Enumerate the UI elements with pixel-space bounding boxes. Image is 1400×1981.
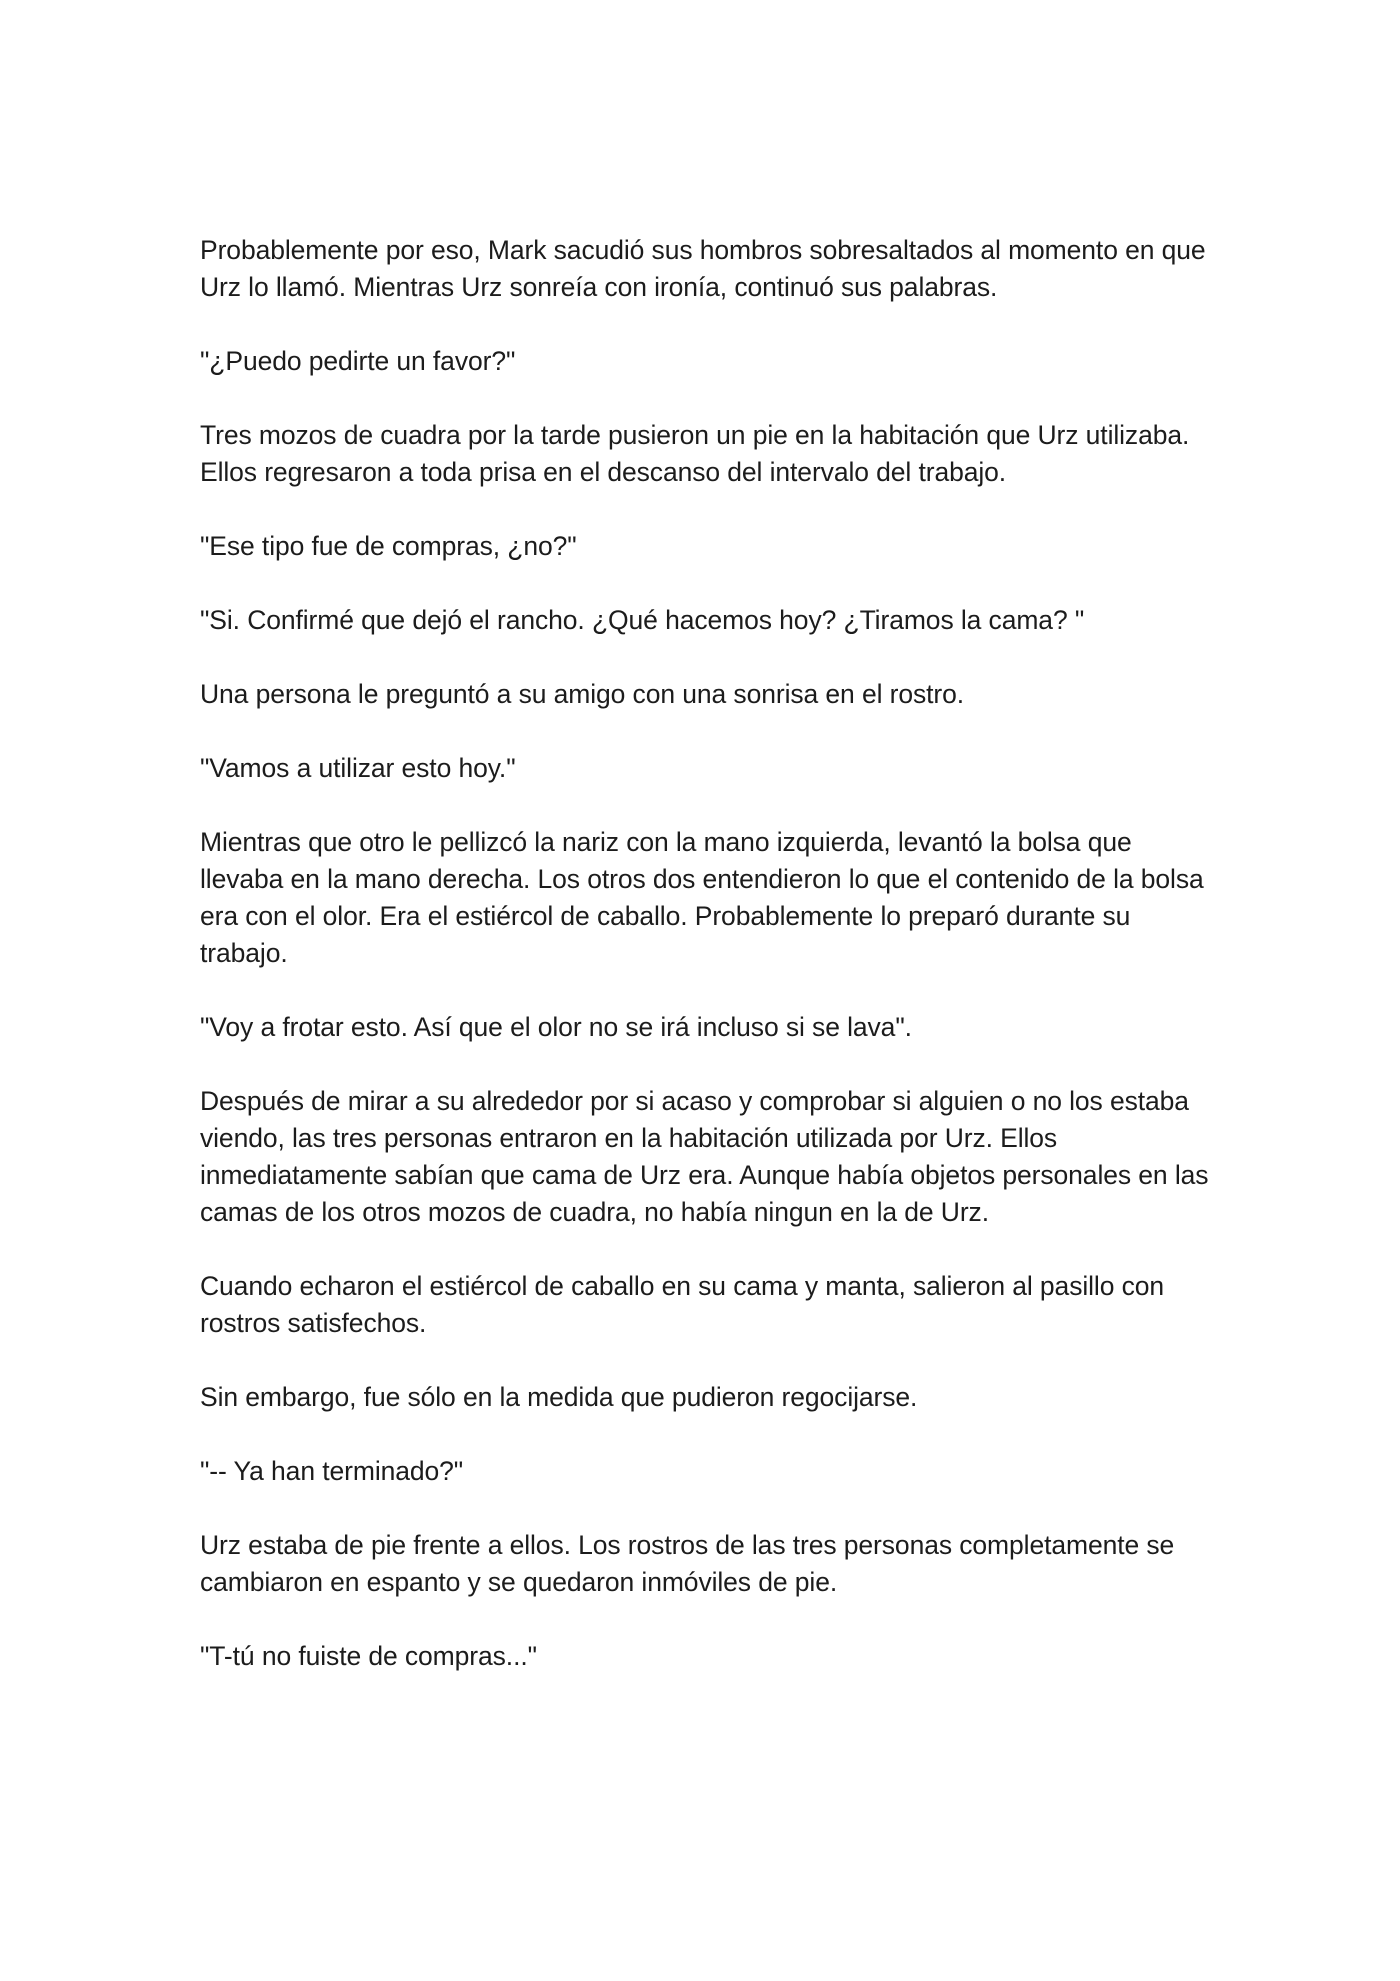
- document-body: [200, 232, 1210, 1712]
- paragraph: Una persona le preguntó a su amigo con una sonrisa en el rostro.: [200, 679, 965, 709]
- dialogue-line: "Voy a frotar esto. Así que el olor no se irá incluso si se lava".: [200, 1012, 912, 1042]
- dialogue-line: "Vamos a utilizar esto hoy.": [200, 753, 516, 783]
- paragraph: Después de mirar a su alrededor por si acaso y comprobar si alguien o no los estaba viendo, las tres personas entraron en la habitación utilizada por Urz. Ellos inmediatamente sabían que cama de Urz era. Aunque había objetos personales en las camas de los otros mozos de cuadra, no había ningun en la de Urz.: [200, 1086, 1209, 1227]
- paragraph: Cuando echaron el estiércol de caballo en su cama y manta, salieron al pasillo con rostros satisfechos.: [200, 1271, 1165, 1338]
- paragraph: Urz estaba de pie frente a ellos. Los rostros de las tres personas completamente se cambiaron en espanto y se quedaron inmóviles de pie.: [200, 1530, 1175, 1597]
- dialogue-line: "Ese tipo fue de compras, ¿no?": [200, 531, 577, 561]
- dialogue-line: "¿Puedo pedirte un favor?": [200, 346, 516, 376]
- dialogue-line: "T-tú no fuiste de compras...": [200, 1641, 537, 1671]
- dialogue-line: "-- Ya han terminado?": [200, 1456, 464, 1486]
- paragraph: Sin embargo, fue sólo en la medida que pudieron regocijarse.: [200, 1382, 918, 1412]
- dialogue-line: "Si. Confirmé que dejó el rancho. ¿Qué hacemos hoy? ¿Tiramos la cama? ": [200, 605, 1085, 635]
- paragraph: Probablemente por eso, Mark sacudió sus hombros sobresaltados al momento en que Urz lo llamó. Mientras Urz sonreía con ironía, continuó sus palabras.: [200, 235, 1206, 302]
- paragraph: Mientras que otro le pellizcó la nariz con la mano izquierda, levantó la bolsa que llevaba en la mano derecha. Los otros dos entendieron lo que el contenido de la bolsa era con el olor. Era el estiércol de caballo. Probablemente lo preparó durante su trabajo.: [200, 827, 1204, 968]
- paragraph: Tres mozos de cuadra por la tarde pusieron un pie en la habitación que Urz utilizaba. Ellos regresaron a toda prisa en el descanso del intervalo del trabajo.: [200, 420, 1190, 487]
